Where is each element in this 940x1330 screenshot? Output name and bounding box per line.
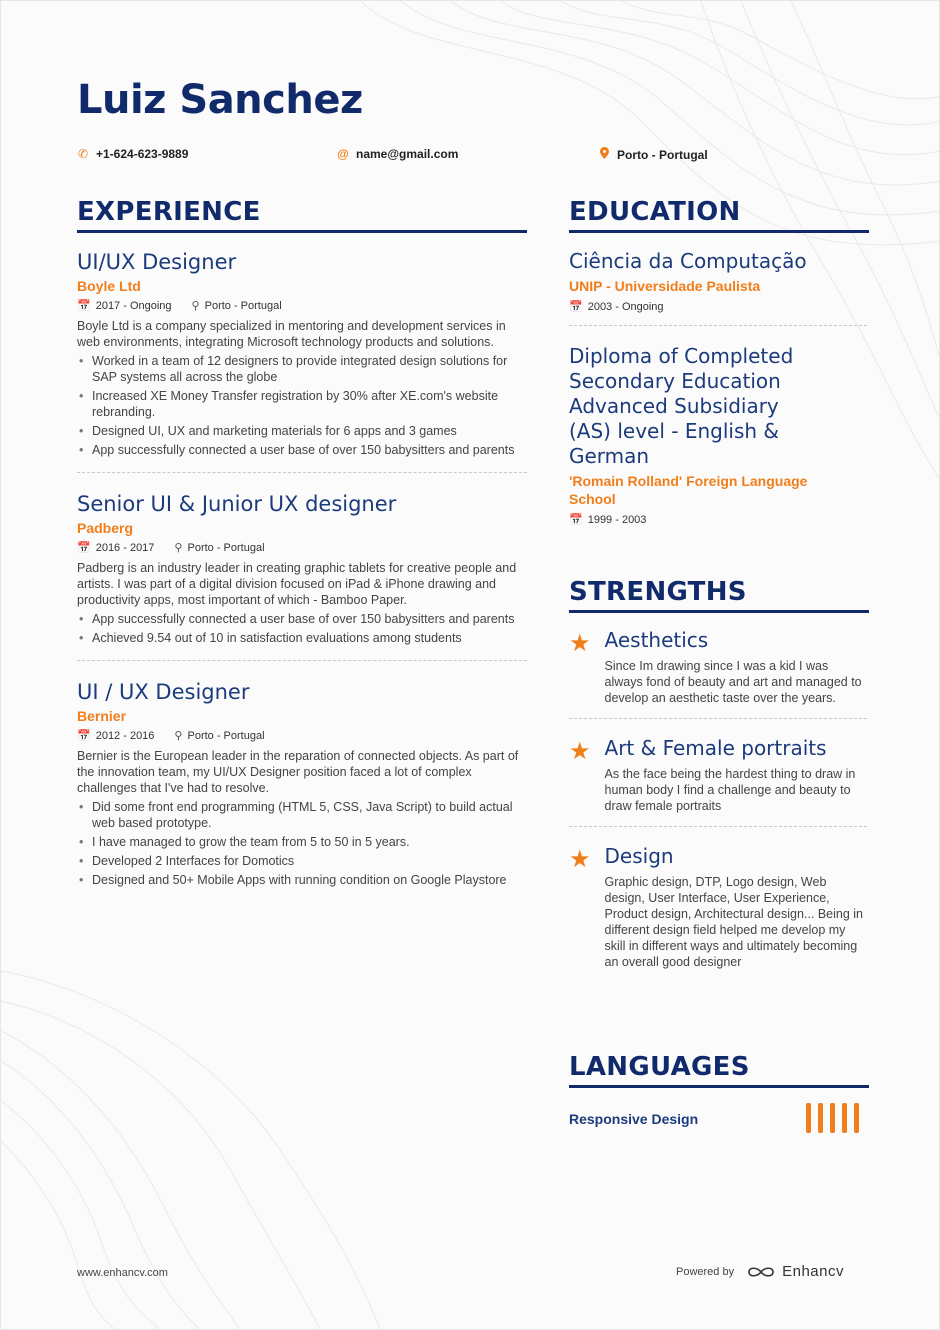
enhancv-logo — [746, 1263, 844, 1280]
strength-title: Design — [604, 844, 674, 868]
job-dates: 2012 - 2016 — [95, 730, 155, 742]
contact-phone[interactable] — [77, 147, 188, 161]
powered-by-label: Powered by — [676, 1265, 735, 1278]
job-company: Bernier — [77, 708, 127, 724]
strengths-list — [569, 627, 869, 998]
job-bullet: • Developed 2 Interfaces for Domotics — [77, 853, 527, 869]
calendar-icon: 📅 — [569, 514, 583, 526]
phone-text: +1-624-623-9889 — [96, 147, 189, 161]
job-bullet: • App successfully connected a user base of over 150 babysitters and parents — [77, 611, 527, 627]
language-level-bar — [806, 1103, 811, 1133]
language-level-bar — [842, 1103, 847, 1133]
education-dates: 2003 - Ongoing — [587, 301, 664, 313]
language-name: Responsive Design — [569, 1111, 699, 1127]
language-level-indicator — [806, 1103, 859, 1133]
experience-rule — [77, 230, 527, 233]
education-list — [569, 249, 869, 556]
job-description: Padberg is an industry leader in creating graphic tablets for creative people and artists. I was part of a digital division focused on iPad & iPhone drawing and productivity apps, most important of which - Bamboo Paper. — [77, 561, 517, 607]
education-degree: Ciência da Computação — [569, 249, 807, 273]
experience-list — [77, 249, 527, 920]
job-bullets — [77, 353, 527, 458]
job-bullet: • Designed UI, UX and marketing materials for 6 apps and 3 games — [77, 423, 527, 439]
job-description: Bernier is the European leader in the reparation of connected objects. As part of the innovation team, my UI/UX Designer position faced a lot of complex challenges that I've had to resolve. — [77, 749, 519, 795]
job-title: Senior UI & Junior UX designer — [77, 492, 397, 516]
language-level-bar — [854, 1103, 859, 1133]
language-level-bar — [818, 1103, 823, 1133]
phone-icon: ✆ — [77, 147, 89, 161]
job-dates: 2017 - Ongoing — [95, 300, 172, 312]
job-location: Porto - Portugal — [187, 542, 265, 554]
star-icon: ★ — [569, 846, 591, 873]
job-entry — [77, 679, 527, 902]
job-bullet: • Increased XE Money Transfer registration by 30% after XE.com's website rebranding. — [77, 388, 527, 420]
email-text: name@gmail.com — [356, 147, 459, 161]
location-pin-icon: ⚲ — [191, 300, 200, 312]
language-entry — [569, 1103, 869, 1135]
job-bullets — [77, 611, 527, 646]
star-icon: ★ — [569, 738, 591, 765]
job-company: Padberg — [77, 520, 134, 536]
enhancv-wordmark: Enhancv — [782, 1263, 844, 1280]
languages-rule — [569, 1085, 869, 1088]
job-bullet: • Designed and 50+ Mobile Apps with running condition on Google Playstore — [77, 872, 527, 888]
calendar-icon: 📅 — [77, 730, 91, 742]
education-school: UNIP - Universidade Paulista — [569, 278, 761, 294]
footer-branding[interactable] — [676, 1263, 844, 1280]
education-heading: EDUCATION — [569, 197, 741, 227]
education-entry — [569, 249, 867, 326]
strength-title: Art & Female portraits — [604, 736, 827, 760]
calendar-icon: 📅 — [77, 542, 91, 554]
education-school: 'Romain Rolland' Foreign Language School — [569, 473, 808, 507]
location-text: Porto - Portugal — [617, 147, 708, 162]
job-entry — [77, 491, 527, 661]
strengths-heading: STRENGTHS — [569, 577, 747, 607]
contact-email[interactable] — [337, 147, 458, 161]
education-meta — [569, 300, 867, 313]
job-description: Boyle Ltd is a company specialized in mentoring and development services in web environments, integrating Microsoft technology products and solutions. — [77, 319, 506, 349]
location-pin-icon: ⚲ — [174, 730, 183, 742]
education-degree: Diploma of Completed Secondary Education Advanced Subsidiary (AS) level - English & German — [569, 344, 794, 468]
strength-entry — [569, 843, 867, 982]
job-title: UI/UX Designer — [77, 250, 237, 274]
job-location: Porto - Portugal — [204, 300, 282, 312]
contact-bar — [1, 147, 940, 167]
strength-description: Since Im drawing since I was a kid I was always fond of beauty and art and managed to develop an aesthetic taste over the years. — [604, 659, 862, 705]
job-location: Porto - Portugal — [187, 730, 265, 742]
strengths-rule — [569, 610, 869, 613]
strength-description: As the face being the hardest thing to draw in human body I find a challenge and beauty to draw female portraits — [604, 767, 856, 813]
experience-heading: EXPERIENCE — [77, 197, 261, 227]
job-title: UI / UX Designer — [77, 680, 250, 704]
languages-heading: LANGUAGES — [569, 1052, 750, 1082]
job-bullet: • I have managed to grow the team from 5 to 50 in 5 years. — [77, 834, 527, 850]
education-entry — [569, 344, 867, 538]
education-rule — [569, 230, 869, 233]
education-dates: 1999 - 2003 — [587, 514, 647, 526]
strength-entry — [569, 627, 867, 719]
job-entry — [77, 249, 527, 473]
job-bullet: • Achieved 9.54 out of 10 in satisfaction evaluations among students — [77, 630, 527, 646]
job-bullets — [77, 799, 527, 888]
job-meta — [77, 729, 527, 742]
calendar-icon: 📅 — [77, 300, 91, 312]
job-company: Boyle Ltd — [77, 278, 141, 294]
location-pin-icon: ⚲ — [174, 542, 183, 554]
job-bullet: • Did some front end programming (HTML 5, CSS, Java Script) to build actual web based prototype. — [77, 799, 527, 831]
calendar-icon: 📅 — [569, 301, 583, 313]
star-icon: ★ — [569, 630, 591, 657]
job-meta — [77, 541, 527, 554]
strength-title: Aesthetics — [604, 628, 709, 652]
strength-entry — [569, 735, 867, 827]
job-bullet: • Worked in a team of 12 designers to provide integrated design solutions for SAP systems all across the globe — [77, 353, 527, 385]
strength-description: Graphic design, DTP, Logo design, Web design, User Interface, User Experience, Product design, Architectural design... Being in different design field helped me develop my skill in different ways and ultimately becoming an overall good designer — [604, 875, 863, 969]
job-dates: 2016 - 2017 — [95, 542, 155, 554]
language-level-bar — [830, 1103, 835, 1133]
job-bullet: • App successfully connected a user base of over 150 babysitters and parents — [77, 442, 527, 458]
job-meta — [77, 299, 527, 312]
footer-website[interactable]: www.enhancv.com — [77, 1267, 168, 1279]
education-meta — [569, 513, 867, 526]
at-sign-icon: @ — [337, 147, 349, 161]
location-pin-icon — [598, 147, 610, 162]
enhancv-logo-icon — [746, 1264, 776, 1280]
candidate-name: Luiz Sanchez — [77, 77, 363, 123]
contact-location — [598, 147, 708, 162]
